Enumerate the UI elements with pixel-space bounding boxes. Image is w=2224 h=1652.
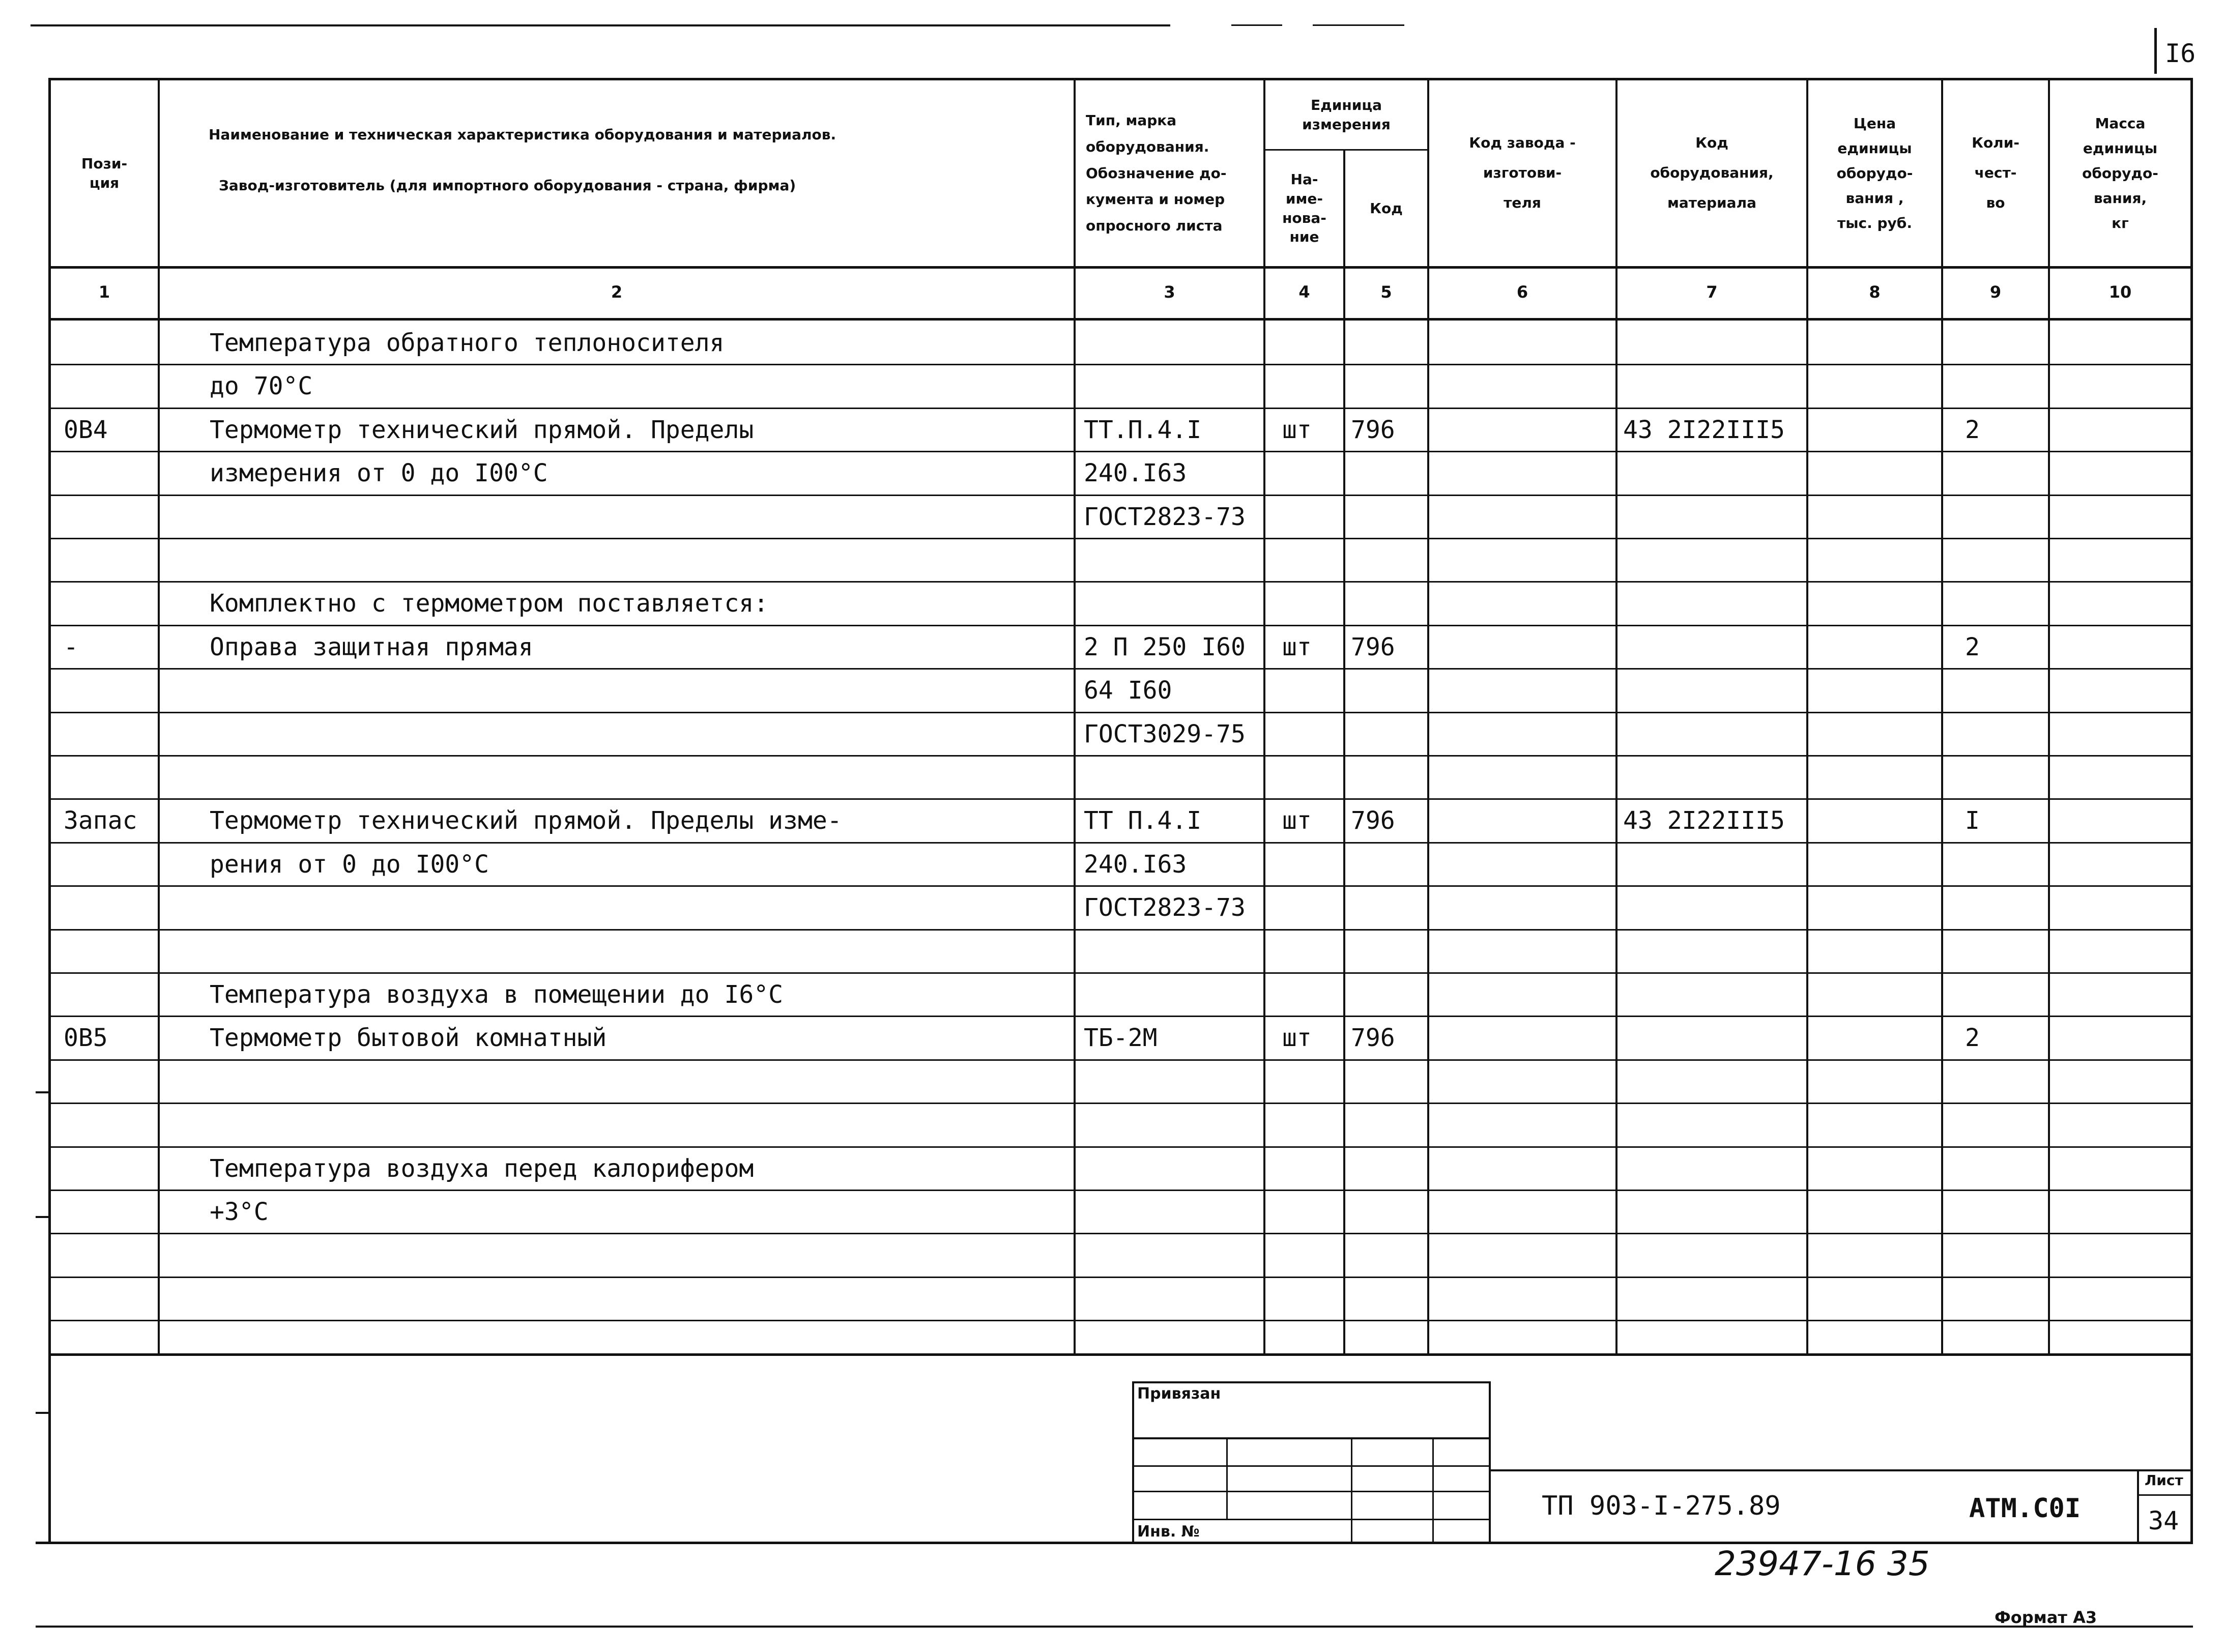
- cell-position: 0В4: [64, 416, 108, 444]
- sheet-corner-number: I6: [2165, 39, 2196, 68]
- cell-unit-code: 796: [1351, 1024, 1395, 1052]
- cell-name: измерения от 0 до I00°C: [210, 459, 548, 487]
- cell-type: ГОСТ2823-73: [1084, 503, 1246, 531]
- stamp-row-line: [1132, 1465, 1491, 1467]
- stamp-col-line: [1432, 1437, 1434, 1542]
- stamp-main-top: [1489, 1469, 2193, 1471]
- stamp-row-line: [1132, 1519, 1491, 1520]
- stamp-sheet-label: Лист: [2145, 1472, 2183, 1489]
- header-position: Пози- ция: [81, 155, 128, 191]
- cell-type: 2 П 250 I60: [1084, 633, 1246, 661]
- top-border-dash: [1313, 24, 1404, 26]
- header-unit-group: Единица измерения: [1302, 96, 1391, 133]
- colnum-9: 9: [1989, 282, 2002, 302]
- row-line: [48, 842, 2193, 844]
- stamp-sheet-number: 34: [2148, 1506, 2179, 1535]
- row-line: [48, 885, 2193, 887]
- margin-tick: [36, 1412, 51, 1414]
- colnum-5: 5: [1380, 282, 1392, 302]
- colnum-6: 6: [1516, 282, 1528, 302]
- cell-equipment-code: 43 2I22III5: [1623, 806, 1785, 835]
- col-divider: [1941, 78, 1943, 1355]
- cell-name: рения от 0 до I00°C: [210, 850, 489, 879]
- row-line: [48, 1190, 2193, 1191]
- col-divider: [2048, 78, 2050, 1355]
- row-line: [48, 495, 2193, 496]
- header-factory-code: Код завода - изготови- теля: [1469, 134, 1576, 211]
- body-bottom-line: [48, 1353, 2193, 1356]
- stamp-col-line: [1226, 1437, 1228, 1519]
- header-unit-price: Цена единицы оборудо- вания , тыс. руб.: [1836, 115, 1913, 231]
- colnum-8: 8: [1869, 282, 1881, 302]
- cell-name: Термометр бытовой комнатный: [210, 1024, 607, 1052]
- cell-unit-name: шт: [1282, 806, 1312, 835]
- cell-type: 240.I63: [1084, 459, 1187, 487]
- header-bottom-line: [48, 266, 2193, 269]
- stamp-document-mark: АТМ.С0I: [1969, 1493, 2081, 1524]
- cell-name: +3°C: [210, 1198, 269, 1226]
- col-divider: [1806, 78, 1808, 1355]
- corner-number-divider: [2154, 28, 2157, 74]
- stamp-row-line: [1132, 1491, 1491, 1492]
- cell-name: Термометр технический прямой. Пределы изме-: [210, 806, 842, 835]
- cell-position: 0В5: [64, 1024, 108, 1052]
- cell-type: 240.I63: [1084, 850, 1187, 879]
- top-border-dash: [1231, 24, 1282, 26]
- col-divider: [1615, 78, 1618, 1355]
- colnum-2: 2: [611, 282, 623, 302]
- cell-type: ГОСТ2823-73: [1084, 893, 1246, 922]
- row-line: [48, 1103, 2193, 1104]
- row-line: [48, 581, 2193, 583]
- cell-name: Термометр технический прямой. Пределы: [210, 416, 754, 444]
- top-border-line: [31, 24, 1170, 26]
- cell-type: ГОСТ3029-75: [1084, 720, 1246, 748]
- row-line: [48, 625, 2193, 626]
- cell-unit-name: шт: [1282, 416, 1312, 444]
- header-type: Тип, марка оборудования. Обозначение до- кумента и номер опросного листа: [1086, 112, 1227, 235]
- stamp-col-line: [1351, 1437, 1352, 1542]
- stamp-project-code: ТП 903-I-275.89: [1542, 1491, 1781, 1521]
- table-right-border: [2190, 78, 2193, 1543]
- cell-name: Температура воздуха в помещении до I6°C: [210, 980, 784, 1009]
- margin-tick: [36, 1216, 51, 1218]
- row-line: [48, 1320, 2193, 1321]
- cell-name: Комплектно с термометром поставляется:: [210, 589, 769, 618]
- row-line: [48, 755, 2193, 757]
- handwritten-archive-number: 23947-16 35: [1715, 1544, 1930, 1583]
- col-divider: [1343, 150, 1345, 1355]
- colnum-3: 3: [1164, 282, 1175, 302]
- row-line: [48, 1277, 2193, 1278]
- row-line: [48, 408, 2193, 409]
- cell-name: Температура воздуха перед калорифером: [210, 1154, 754, 1183]
- cell-position: -: [64, 633, 78, 661]
- row-line: [48, 668, 2193, 670]
- cell-type: ТТ.П.4.I: [1084, 416, 1202, 444]
- cell-name: Температура обратного теплоносителя: [210, 329, 725, 357]
- header-unit-code: Код: [1370, 199, 1403, 217]
- header-unit-mass: Масса единицы оборудо- вания, кг: [2082, 115, 2158, 231]
- cell-quantity: I: [1965, 806, 1980, 835]
- row-line: [48, 1059, 2193, 1061]
- stamp-privyazan: Привязан: [1137, 1385, 1221, 1403]
- stamp-inventory-number: Инв. №: [1137, 1523, 1200, 1541]
- cell-unit-code: 796: [1351, 416, 1395, 444]
- col-divider: [1427, 78, 1429, 1355]
- col-divider: [1263, 78, 1265, 1355]
- cell-unit-code: 796: [1351, 633, 1395, 661]
- stamp-row-line: [1132, 1437, 1491, 1439]
- stamp-box-top: [1132, 1381, 1491, 1383]
- cell-name: Оправа защитная прямая: [210, 633, 533, 661]
- colnum-7: 7: [1706, 282, 1718, 302]
- row-line: [48, 798, 2193, 800]
- stamp-sheet-line: [2137, 1494, 2193, 1496]
- col-divider: [1074, 78, 1076, 1355]
- cell-quantity: 2: [1965, 1024, 1980, 1052]
- cell-name: до 70°C: [210, 372, 313, 400]
- header-equipment-code: Код оборудования, материала: [1650, 134, 1774, 211]
- row-line: [48, 1233, 2193, 1234]
- format-label: Формат А3: [1995, 1608, 2097, 1627]
- row-line: [48, 712, 2193, 713]
- stamp-sheet-divider: [2137, 1469, 2139, 1543]
- cell-quantity: 2: [1965, 416, 1980, 444]
- cell-type: ТБ-2М: [1084, 1024, 1158, 1052]
- colnum-4: 4: [1298, 282, 1310, 302]
- sheet-bottom-outer-line: [36, 1626, 2193, 1628]
- row-line: [48, 451, 2193, 452]
- cell-unit-name: шт: [1282, 1024, 1312, 1052]
- colnum-1: 1: [98, 282, 110, 302]
- cell-unit-code: 796: [1351, 806, 1395, 835]
- colnum-bottom-line: [48, 318, 2193, 321]
- cell-type: 64 I60: [1084, 676, 1172, 705]
- header-name-line1: Наименование и техническая характеристика оборудования и материалов.: [209, 126, 836, 143]
- cell-position: Запас: [64, 806, 137, 835]
- header-quantity: Коли- чест- во: [1972, 134, 2019, 211]
- row-line: [48, 929, 2193, 931]
- cell-equipment-code: 43 2I22III5: [1623, 416, 1785, 444]
- row-line: [48, 1146, 2193, 1148]
- row-line: [48, 1016, 2193, 1017]
- colnum-10: 10: [2109, 282, 2132, 302]
- cell-quantity: 2: [1965, 633, 1980, 661]
- margin-tick: [36, 1091, 51, 1093]
- header-name-line2: Завод-изготовитель (для импортного оборудования - страна, фирма): [219, 177, 796, 194]
- row-line: [48, 972, 2193, 974]
- col-divider: [158, 78, 160, 1355]
- cell-type: ТТ П.4.I: [1084, 806, 1202, 835]
- row-line: [48, 364, 2193, 365]
- cell-unit-name: шт: [1282, 633, 1312, 661]
- row-line: [48, 538, 2193, 539]
- header-unit-name: На- име- нова- ние: [1282, 170, 1326, 246]
